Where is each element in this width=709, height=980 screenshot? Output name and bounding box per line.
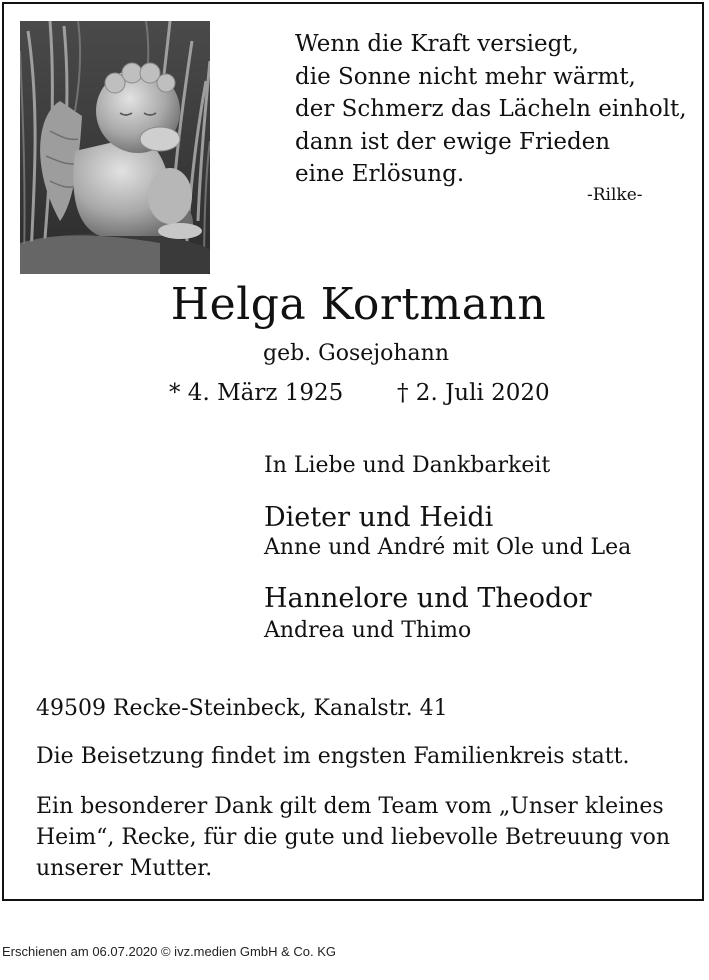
poem-line: eine Erlösung. (295, 161, 465, 187)
thanks-note (36, 791, 696, 884)
poem-line: die Sonne nicht mehr wärmt, (295, 63, 636, 90)
poem-author: -Rilke- (587, 185, 643, 205)
publication-footer: Erschienen am 06.07.2020 © ivz.medien GmbH & Co. KG (2, 944, 337, 959)
obituary-frame (2, 2, 704, 901)
family-members-1: Anne und André mit Ole und Lea (264, 535, 632, 560)
thanks-line: Ein besonderer Dank gilt dem Team vom „Unser kleines (36, 794, 664, 819)
mourners-intro: In Liebe und Dankbarkeit (264, 453, 551, 478)
poem-line: der Schmerz das Lächeln einholt, (295, 96, 687, 122)
poem-line: dann ist der ewige Frieden (295, 128, 611, 155)
birth-date: * 4. März 1925 (169, 380, 344, 406)
deceased-name (4, 279, 709, 330)
poem-line: Wenn die Kraft versiegt, (295, 31, 579, 57)
address: 49509 Recke-Steinbeck, Kanalstr. 41 (36, 696, 448, 721)
angel-statue-image (20, 21, 210, 274)
family-members-2: Andrea und Thimo (264, 618, 472, 643)
burial-notice: Die Beisetzung findet im engsten Familienkreis statt. (36, 744, 630, 769)
maiden-name: geb. Gosejohann (263, 341, 449, 366)
thanks-line: unserer Mutter. (36, 856, 213, 881)
angel-statue-photo (20, 21, 210, 274)
family-name-1: Dieter und Heidi (264, 502, 494, 533)
poem (295, 28, 687, 191)
family-name-2: Hannelore und Theodor (264, 583, 592, 614)
thanks-line: Heim“, Recke, für die gute und liebevolle Betreuung von (36, 825, 670, 850)
deceased-name-text: Helga Kortmann (170, 279, 547, 330)
death-date: † 2. Juli 2020 (397, 380, 550, 406)
